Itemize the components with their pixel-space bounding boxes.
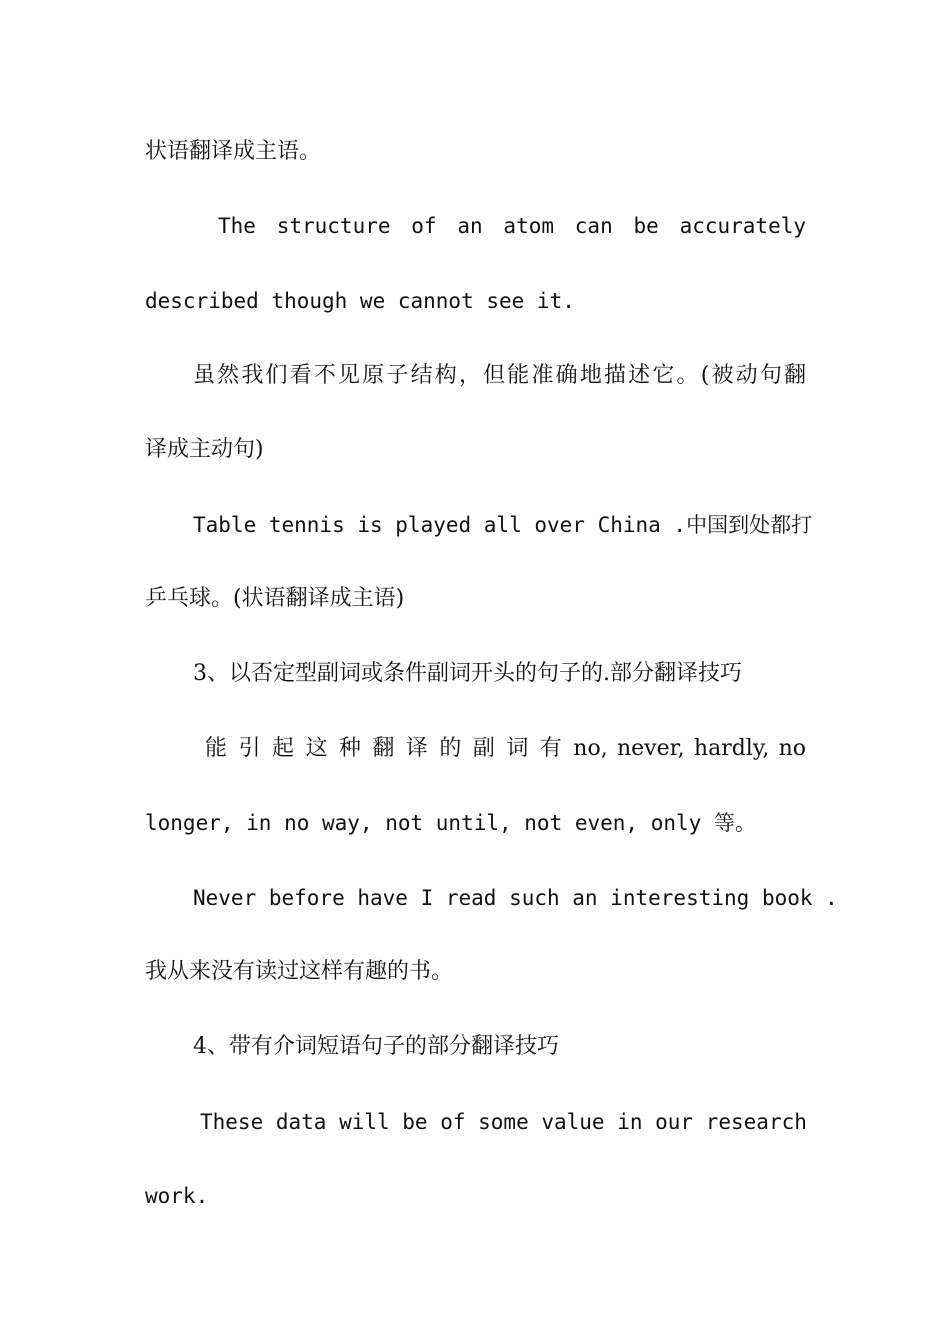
text-line-6: Table tennis is played all over China .中国到处都打 bbox=[193, 513, 813, 537]
text-line-2: The structure of an atom can be accurately bbox=[218, 214, 806, 238]
text-line-7: 乒乓球。(状语翻译成主语) bbox=[145, 586, 405, 611]
text-line-9: 能 引 起 这 种 翻 译 的 副 词 有 no, never, hardly, no bbox=[205, 736, 806, 761]
text-line-11: Never before have I read such an interesting book . bbox=[193, 886, 838, 910]
text-line-5: 译成主动句) bbox=[145, 437, 264, 462]
text-line-4: 虽然我们看不见原子结构，但能准确地描述它。(被动句翻 bbox=[193, 363, 806, 388]
text-line-10: longer, in no way, not until, not even, only 等。 bbox=[145, 811, 756, 835]
text-line-12: 我从来没有读过这样有趣的书。 bbox=[145, 959, 454, 984]
text-line-1: 状语翻译成主语。 bbox=[145, 139, 322, 164]
section-heading-3: 3、以否定型副词或条件副词开头的句子的.部分翻译技巧 bbox=[193, 661, 742, 686]
section-heading-4: 4、带有介词短语句子的部分翻译技巧 bbox=[193, 1034, 559, 1059]
text-line-15: work. bbox=[145, 1184, 209, 1208]
text-line-14: These data will be of some value in our research bbox=[200, 1110, 807, 1134]
text-line-3: described though we cannot see it. bbox=[145, 289, 575, 313]
